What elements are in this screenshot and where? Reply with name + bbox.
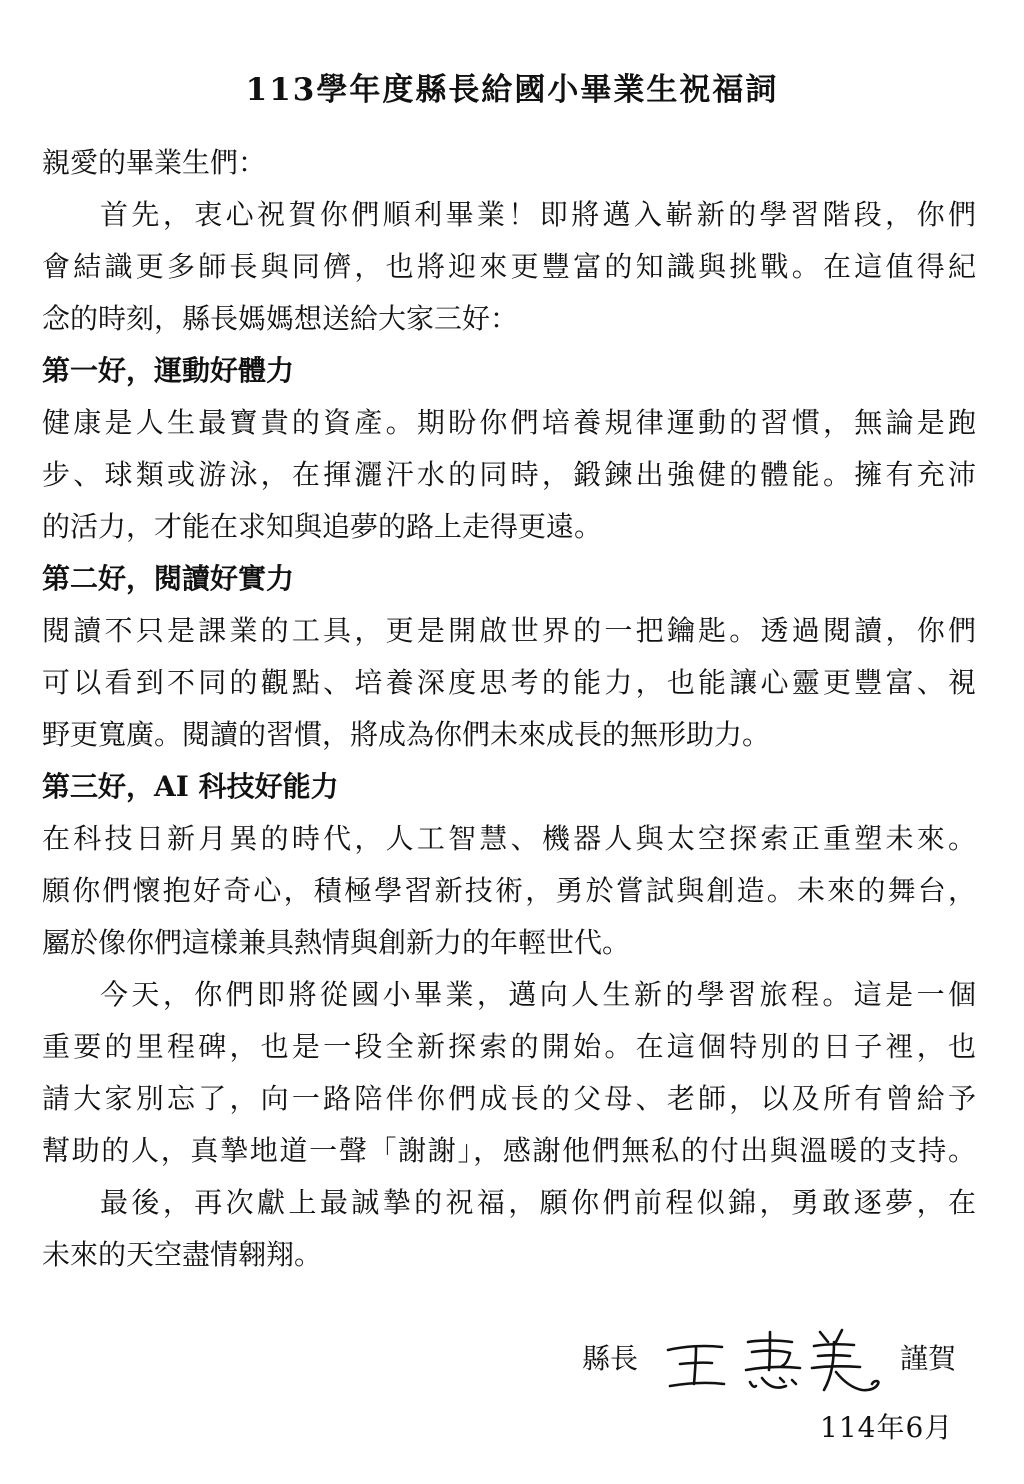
section-line: 在科技日新月異的時代，人工智慧、機器人與太空探索正重塑未來。	[42, 822, 976, 855]
section-line: 屬於像你們這樣兼具熱情與創新力的年輕世代。	[42, 926, 631, 959]
closing-line: 請大家別忘了，向一路陪伴你們成長的父母、老師，以及所有曾給予	[42, 1082, 976, 1115]
final-line: 最後，再次獻上最誠摯的祝福，願你們前程似錦，勇敢逐夢，在	[100, 1186, 976, 1219]
closing-line: 今天，你們即將從國小畢業，邁向人生新的學習旅程。這是一個	[100, 978, 976, 1011]
signer-title: 縣長	[582, 1342, 639, 1375]
section-line: 願你們懷抱好奇心，積極學習新技術，勇於嘗試與創造。未來的舞台，	[42, 874, 976, 907]
document-date: 114年6月	[820, 1411, 954, 1444]
congrats-label: 謹賀	[900, 1342, 957, 1375]
final-line: 未來的天空盡情翱翔。	[42, 1238, 323, 1271]
intro-line: 念的時刻，縣長媽媽想送給大家三好：	[42, 302, 519, 335]
greeting: 親愛的畢業生們：	[42, 146, 267, 179]
handwritten-signature	[660, 1320, 890, 1398]
signature-block	[560, 1320, 980, 1400]
section-line: 野更寬廣。閱讀的習慣，將成為你們未來成長的無形助力。	[42, 718, 771, 751]
section-line: 閱讀不只是課業的工具，更是開啟世界的一把鑰匙。透過閱讀，你們	[42, 614, 976, 647]
document-title: 113學年度縣長給國小畢業生祝福詞	[245, 72, 779, 108]
section-line: 健康是人生最寶貴的資產。期盼你們培養規律運動的習慣，無論是跑	[42, 406, 976, 439]
section-line: 步、球類或游泳，在揮灑汗水的同時，鍛鍊出強健的體能。擁有充沛	[42, 458, 976, 491]
section-heading-reading: 第二好，閱讀好實力	[42, 562, 295, 595]
letter-body	[42, 137, 976, 1281]
section-heading-sports: 第一好，運動好體力	[42, 354, 295, 387]
closing-line: 重要的里程碑，也是一段全新探索的開始。在這個特別的日子裡，也	[42, 1030, 976, 1063]
section-heading-ai: 第三好，AI 科技好能力	[42, 770, 339, 803]
intro-line: 會結識更多師長與同儕，也將迎來更豐富的知識與挑戰。在這值得紀	[42, 250, 976, 283]
intro-line: 首先，衷心祝賀你們順利畢業！即將邁入嶄新的學習階段，你們	[100, 198, 976, 231]
section-line: 可以看到不同的觀點、培養深度思考的能力，也能讓心靈更豐富、視	[42, 666, 976, 699]
closing-line: 幫助的人，真摯地道一聲「謝謝」，感謝他們無私的付出與溫暖的支持。	[42, 1134, 976, 1167]
section-line: 的活力，才能在求知與追夢的路上走得更遠。	[42, 510, 603, 543]
